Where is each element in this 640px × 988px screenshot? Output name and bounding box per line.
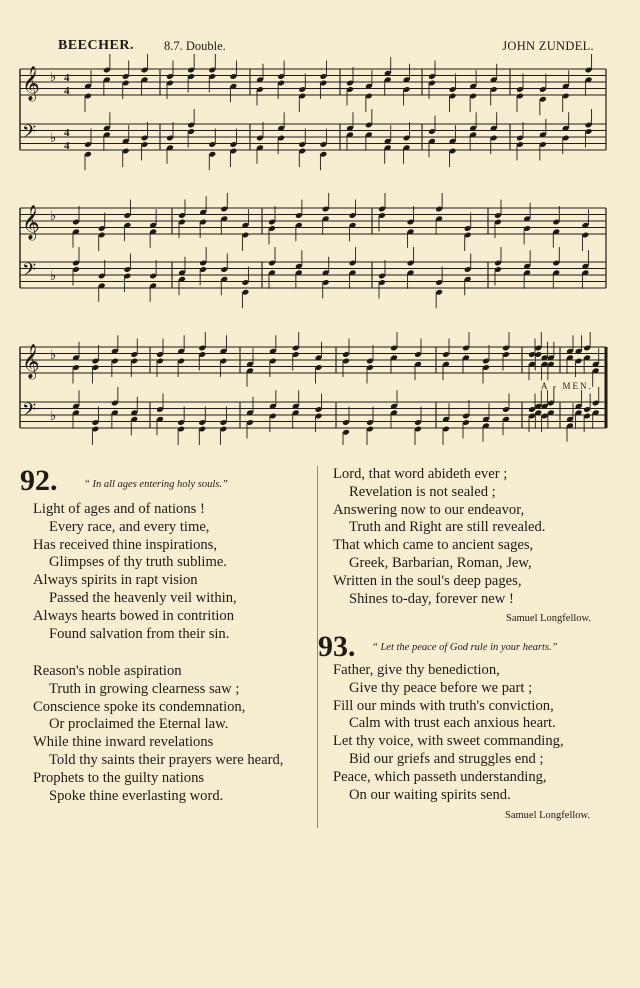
verse-line: Found salvation from their sin. bbox=[49, 625, 230, 642]
hymn-number-93: 93. bbox=[318, 630, 356, 663]
verse-line: Every race, and every time, bbox=[49, 518, 210, 535]
verse-line: Prophets to the guilty nations bbox=[33, 769, 205, 786]
amen-label: A - MEN. bbox=[541, 381, 593, 391]
verse-line: Glimpses of thy truth sublime. bbox=[49, 554, 227, 571]
verse-line: Shines to-day, forever new ! bbox=[349, 590, 514, 607]
verse-line: On our waiting spirits send. bbox=[349, 786, 511, 803]
bass-clef-icon: 𝄢 bbox=[22, 122, 37, 147]
hymn-93-epigraph: “ Let the peace of God rule in your hearts.” bbox=[372, 642, 558, 653]
verse-line: Written in the soul's deep pages, bbox=[333, 572, 522, 589]
tune-name: BEECHER. bbox=[58, 38, 134, 53]
verse-line: Father, give thy benediction, bbox=[333, 662, 500, 678]
hymn-92-author: Samuel Longfellow. bbox=[506, 613, 592, 624]
key-flat-icon: ♭ bbox=[50, 131, 57, 146]
hymn-92-stanza-3 bbox=[333, 466, 545, 608]
verse-line: Give thy peace before we part ; bbox=[349, 679, 533, 696]
treble-clef-icon: 𝄞 bbox=[22, 205, 40, 240]
verse-line: Lord, that word abideth ever ; bbox=[333, 466, 508, 482]
verse-line: Told thy saints their prayers were heard, bbox=[49, 751, 284, 768]
time-signature: 4 bbox=[64, 127, 70, 139]
key-flat-icon: ♭ bbox=[50, 70, 57, 85]
key-flat-icon: ♭ bbox=[50, 348, 57, 363]
verse-line: Always spirits in rapt vision bbox=[33, 572, 198, 589]
verse-line: Reason's noble aspiration bbox=[33, 663, 182, 679]
bass-clef-icon: 𝄢 bbox=[22, 260, 37, 285]
treble-clef-icon: 𝄞 bbox=[22, 66, 40, 101]
time-signature: 4 bbox=[64, 140, 70, 152]
hymn-92-stanza-2 bbox=[33, 663, 283, 805]
key-flat-icon: ♭ bbox=[50, 409, 57, 424]
verse-line: Light of ages and of nations ! bbox=[33, 501, 205, 517]
verse-line: Let thy voice, with sweet commanding, bbox=[333, 733, 564, 750]
tune-composer: JOHN ZUNDEL. bbox=[502, 39, 594, 53]
treble-clef-icon: 𝄞 bbox=[22, 344, 40, 379]
verse-line: Peace, which passeth understanding, bbox=[333, 768, 547, 785]
key-flat-icon: ♭ bbox=[50, 209, 57, 224]
verse-line: Spoke thine everlasting word. bbox=[49, 787, 224, 804]
verse-line: Passed the heavenly veil within, bbox=[49, 589, 237, 606]
hymn-93-author: Samuel Longfellow. bbox=[505, 810, 591, 821]
verse-line: Always hearts bowed in contrition bbox=[33, 607, 235, 624]
verse-line: Has received thine inspirations, bbox=[33, 536, 217, 553]
key-flat-icon: ♭ bbox=[50, 269, 57, 284]
verse-line: Conscience spoke its condemnation, bbox=[33, 698, 246, 715]
tune-meter: 8.7. Double. bbox=[164, 39, 226, 53]
time-signature: 4 bbox=[64, 85, 70, 97]
hymn-92-stanza-1 bbox=[33, 501, 237, 643]
verse-line: Answering now to our endeavor, bbox=[333, 501, 525, 518]
bass-clef-icon: 𝄢 bbox=[22, 400, 37, 425]
hymn-92-epigraph: “ In all ages entering holy souls.” bbox=[84, 479, 228, 490]
verse-line: That which came to ancient sages, bbox=[333, 537, 534, 554]
music-score bbox=[0, 0, 640, 445]
verse-line: While thine inward revelations bbox=[33, 734, 214, 751]
verse-line: Truth and Right are still revealed. bbox=[349, 519, 546, 536]
verse-line: Greek, Barbarian, Roman, Jew, bbox=[349, 554, 532, 571]
verse-line: Truth in growing clearness saw ; bbox=[49, 680, 240, 697]
verse-line: Fill our minds with truth's conviction, bbox=[333, 697, 554, 714]
verse-line: Bid our griefs and struggles end ; bbox=[349, 750, 544, 767]
verse-line: Or proclaimed the Eternal law. bbox=[49, 716, 229, 733]
time-signature: 4 bbox=[64, 72, 70, 84]
verse-line: Revelation is not sealed ; bbox=[349, 483, 496, 500]
hymn-number-92: 92. bbox=[20, 464, 58, 497]
verse-line: Calm with trust each anxious heart. bbox=[349, 715, 556, 732]
hymn-93-stanza-1 bbox=[333, 662, 564, 804]
